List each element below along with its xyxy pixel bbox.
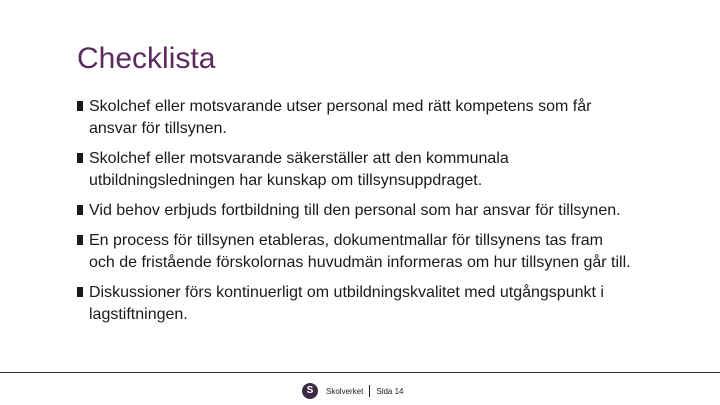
skolverket-logo-icon: S (302, 383, 318, 399)
footer (302, 381, 404, 401)
bullet-list (77, 96, 707, 334)
bullet-item (77, 96, 707, 140)
bullet-text-line-1: Skolchef eller motsvarande säkerställer att den kommunala (89, 150, 509, 167)
bullet-marker-icon (77, 205, 83, 215)
bullet-item (77, 230, 707, 274)
bullet-marker-icon (77, 101, 83, 111)
page-number: Sida 14 (376, 386, 404, 396)
footer-divider (0, 372, 720, 373)
bullet-item (77, 200, 707, 222)
bullet-marker-icon (77, 235, 83, 245)
bullet-marker-icon (77, 153, 83, 163)
bullet-text-line-1: Diskussioner förs kontinuerligt om utbildningskvalitet med utgångspunkt i (89, 284, 604, 301)
bullet-text-line-2: lagstiftningen. (89, 306, 188, 323)
bullet-text-line-1: En process för tillsynen etableras, dokumentmallar för tillsynens tas fram (89, 232, 603, 249)
bullet-text-line-1: Skolchef eller motsvarande utser personal med rätt kompetens som får (89, 98, 592, 115)
bullet-text-line-1: Vid behov erbjuds fortbildning till den personal som har ansvar för tillsynen. (89, 202, 621, 219)
bullet-text-line-2: och de fristående förskolornas huvudmän informeras om hur tillsynen går till. (89, 254, 631, 271)
bullet-item (77, 148, 707, 192)
slide-title: Checklista (77, 42, 216, 75)
bullet-marker-icon (77, 287, 83, 297)
bullet-text-line-2: ansvar för tillsynen. (89, 120, 227, 137)
bullet-item (77, 282, 707, 326)
footer-org-name: Skolverket (326, 386, 364, 396)
bullet-text-line-2: utbildningsledningen har kunskap om tillsynsuppdraget. (89, 172, 483, 189)
footer-separator (369, 385, 370, 397)
